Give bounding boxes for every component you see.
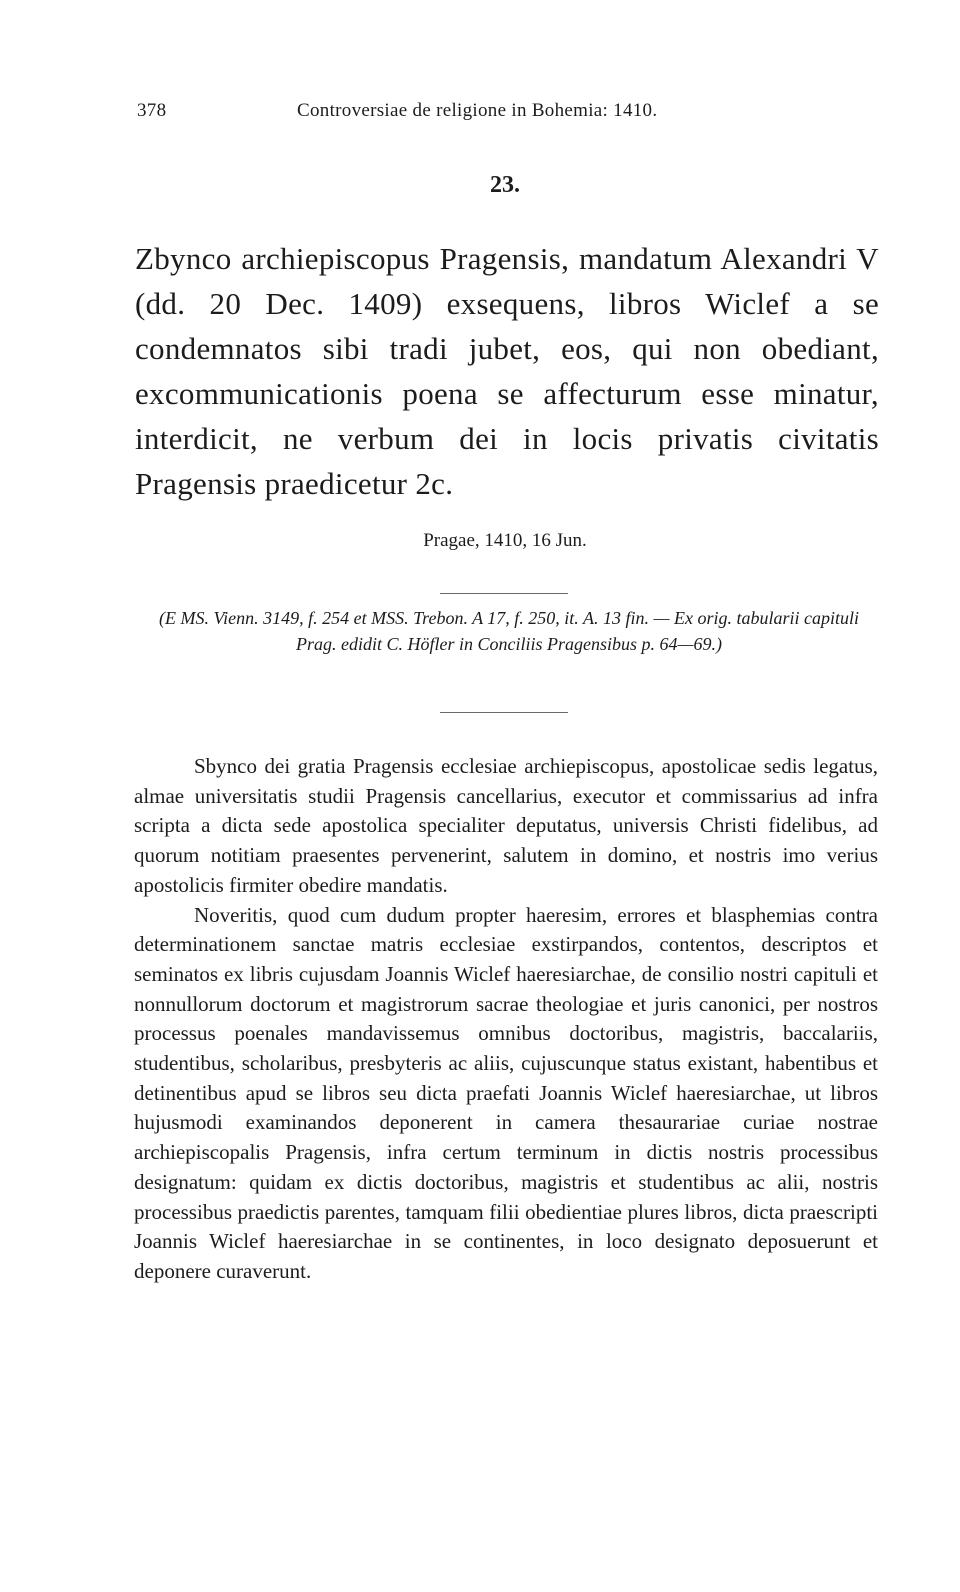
- body-paragraph: Noveritis, quod cum dudum propter haeresim, errores et blasphemias contra determinationem sanctae matris ecclesiae exstirpandos, contentos, descriptos et seminatos ex libris cujusdam Joannis Wiclef haeresiarchae, de consilio nostri capituli et nonnullorum doctorum et magistrorum sacrae theologiae et juris canonici, per nostros processus poenales mandavissemus omnibus doctoribus, magistris, baccalariis, studentibus, scholaribus, presbyteris ac aliis, cujuscunque status existant, habentibus et detinentibus apud se libros seu dicta praefati Joannis Wiclef haeresiarchae, ut libros hujusmodi examinandos deponerent in camera thesaurariae curiae nostrae archiepiscopalis Pragensis, infra certum terminum in dictis nostris processibus designatum: quidam ex dictis doctoribus, magistris et studentibus ac alii, nostris processibus praedictis parentes, tamquam filii obedientiae plures libros, dicta praescripti Joannis Wiclef haeresiarchae in se continentes, in loco designato deposuerunt et deponere curaverunt.: [134, 902, 878, 1283]
- page-header: [137, 100, 777, 126]
- body-paragraph: Sbynco dei gratia Pragensis ecclesiae archiepiscopus, apostolicae sedis legatus, almae universitatis studii Pragensis cancellarius, executor et commissarius ad infra scripta a dicta sede apostolica specialiter deputatus, universis Christi fidelibus, ad quorum notitiam praesentes pervenerint, salutem in domino, et nostris imo verius apostolicis firmiter obedire mandatis.: [134, 754, 878, 897]
- divider-rule-top: [440, 593, 568, 594]
- document-summary: Zbynco archiepiscopus Pragensis, mandatum Alexandri V (dd. 20 Dec. 1409) exsequens, libros Wiclef a se condemnatos sibi tradi jubet, eos, qui non obediant, excommunicationis poena se affecturum esse minatur, interdicit, ne verbum dei in locis privatis civitatis Pragensis praedicetur 2c.: [135, 241, 879, 501]
- body-text: [134, 752, 878, 1287]
- divider-rule-bottom: [440, 712, 568, 713]
- document-number: 23.: [490, 172, 520, 198]
- running-head: Controversiae de religione in Bohemia: 1410.: [297, 100, 658, 121]
- dateline: Pragae, 1410, 16 Jun.: [423, 530, 587, 551]
- source-note: (E MS. Vienn. 3149, f. 254 et MSS. Trebon. A 17, f. 250, it. A. 13 fin. — Ex orig. tabularii capituli Prag. edidit C. Höfler in Conciliis Pragensibus p. 64—69.): [159, 608, 859, 654]
- page-number: 378: [137, 100, 167, 121]
